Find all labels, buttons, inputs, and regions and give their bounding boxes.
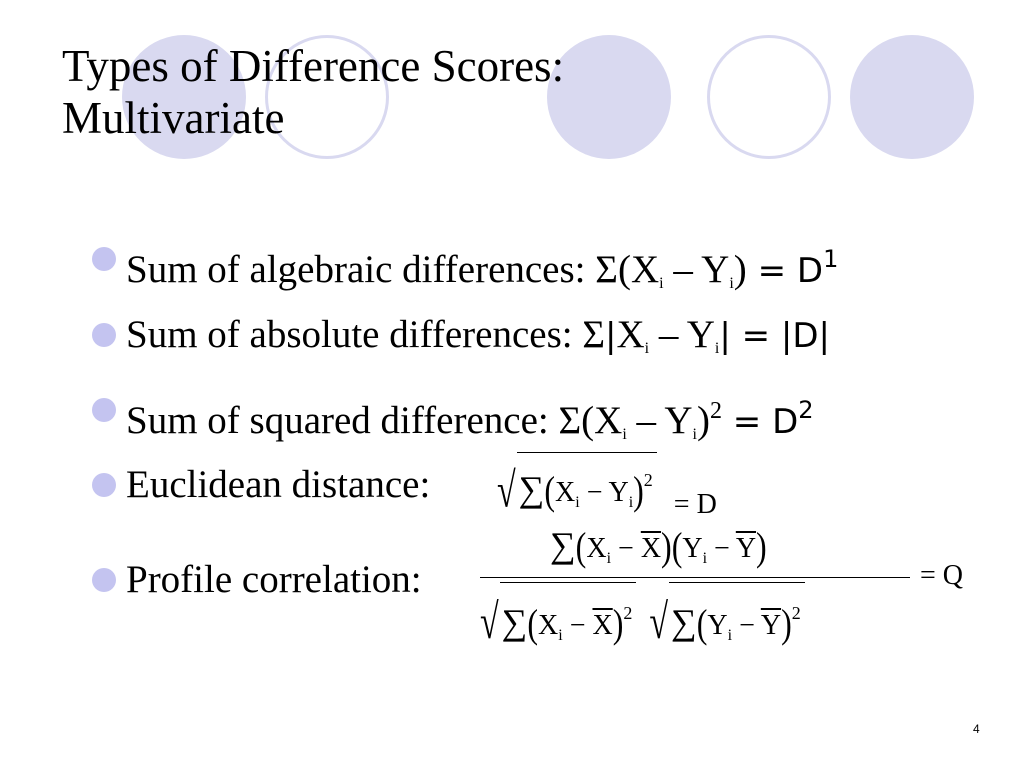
bullet-label: Euclidean distance: [126, 463, 431, 506]
formula-algebraic: $\Sigma(X_i - Y_i) = D^1$ [595, 245, 839, 292]
formula-profile-correlation [478, 520, 998, 660]
bullet-text [126, 310, 830, 374]
formula-squared: $\Sigma(X_i - Y_i)^2 = D^2$ [558, 396, 814, 443]
formula-euclidean: √ $\sum(X_i - Y_i)^2$ = D [497, 452, 717, 530]
bullet-text [126, 460, 430, 510]
page-number: 4 [973, 722, 980, 736]
decorative-circle [547, 35, 671, 159]
formula-absolute: $\Sigma|X_i - Y_i| = |D|$ [582, 313, 831, 357]
bullet-text [126, 555, 422, 605]
bullet-label: Sum of squared difference: [126, 399, 549, 442]
fraction-result: = Q [920, 560, 964, 591]
title-line: Multivariate [62, 93, 285, 143]
bullet-label: Sum of algebraic differences: [126, 248, 586, 291]
bullet-icon [92, 398, 116, 422]
title-line: Types of Difference Scores: [62, 41, 565, 91]
bullet-text [126, 234, 838, 309]
fraction-numerator: $\sum(X_i - \overline{X})(Y_i - \overline{Y})$ [550, 523, 767, 569]
slide-title [62, 40, 564, 144]
decorative-circle [707, 35, 831, 159]
bullet-text [126, 385, 814, 460]
bullet-label: Sum of absolute differences: [126, 313, 573, 356]
bullet-icon [92, 247, 116, 271]
bullet-label: Profile correlation: [126, 558, 422, 601]
bullet-icon [92, 568, 116, 592]
bullet-icon [92, 473, 116, 497]
fraction-denominator: √ $\sum(X_i - \overline{X})^2$ √ $\sum(Y_i - \overline{Y})^2$ [480, 582, 805, 666]
decorative-circle [850, 35, 974, 159]
bullet-icon [92, 323, 116, 347]
fraction-bar [480, 577, 910, 578]
